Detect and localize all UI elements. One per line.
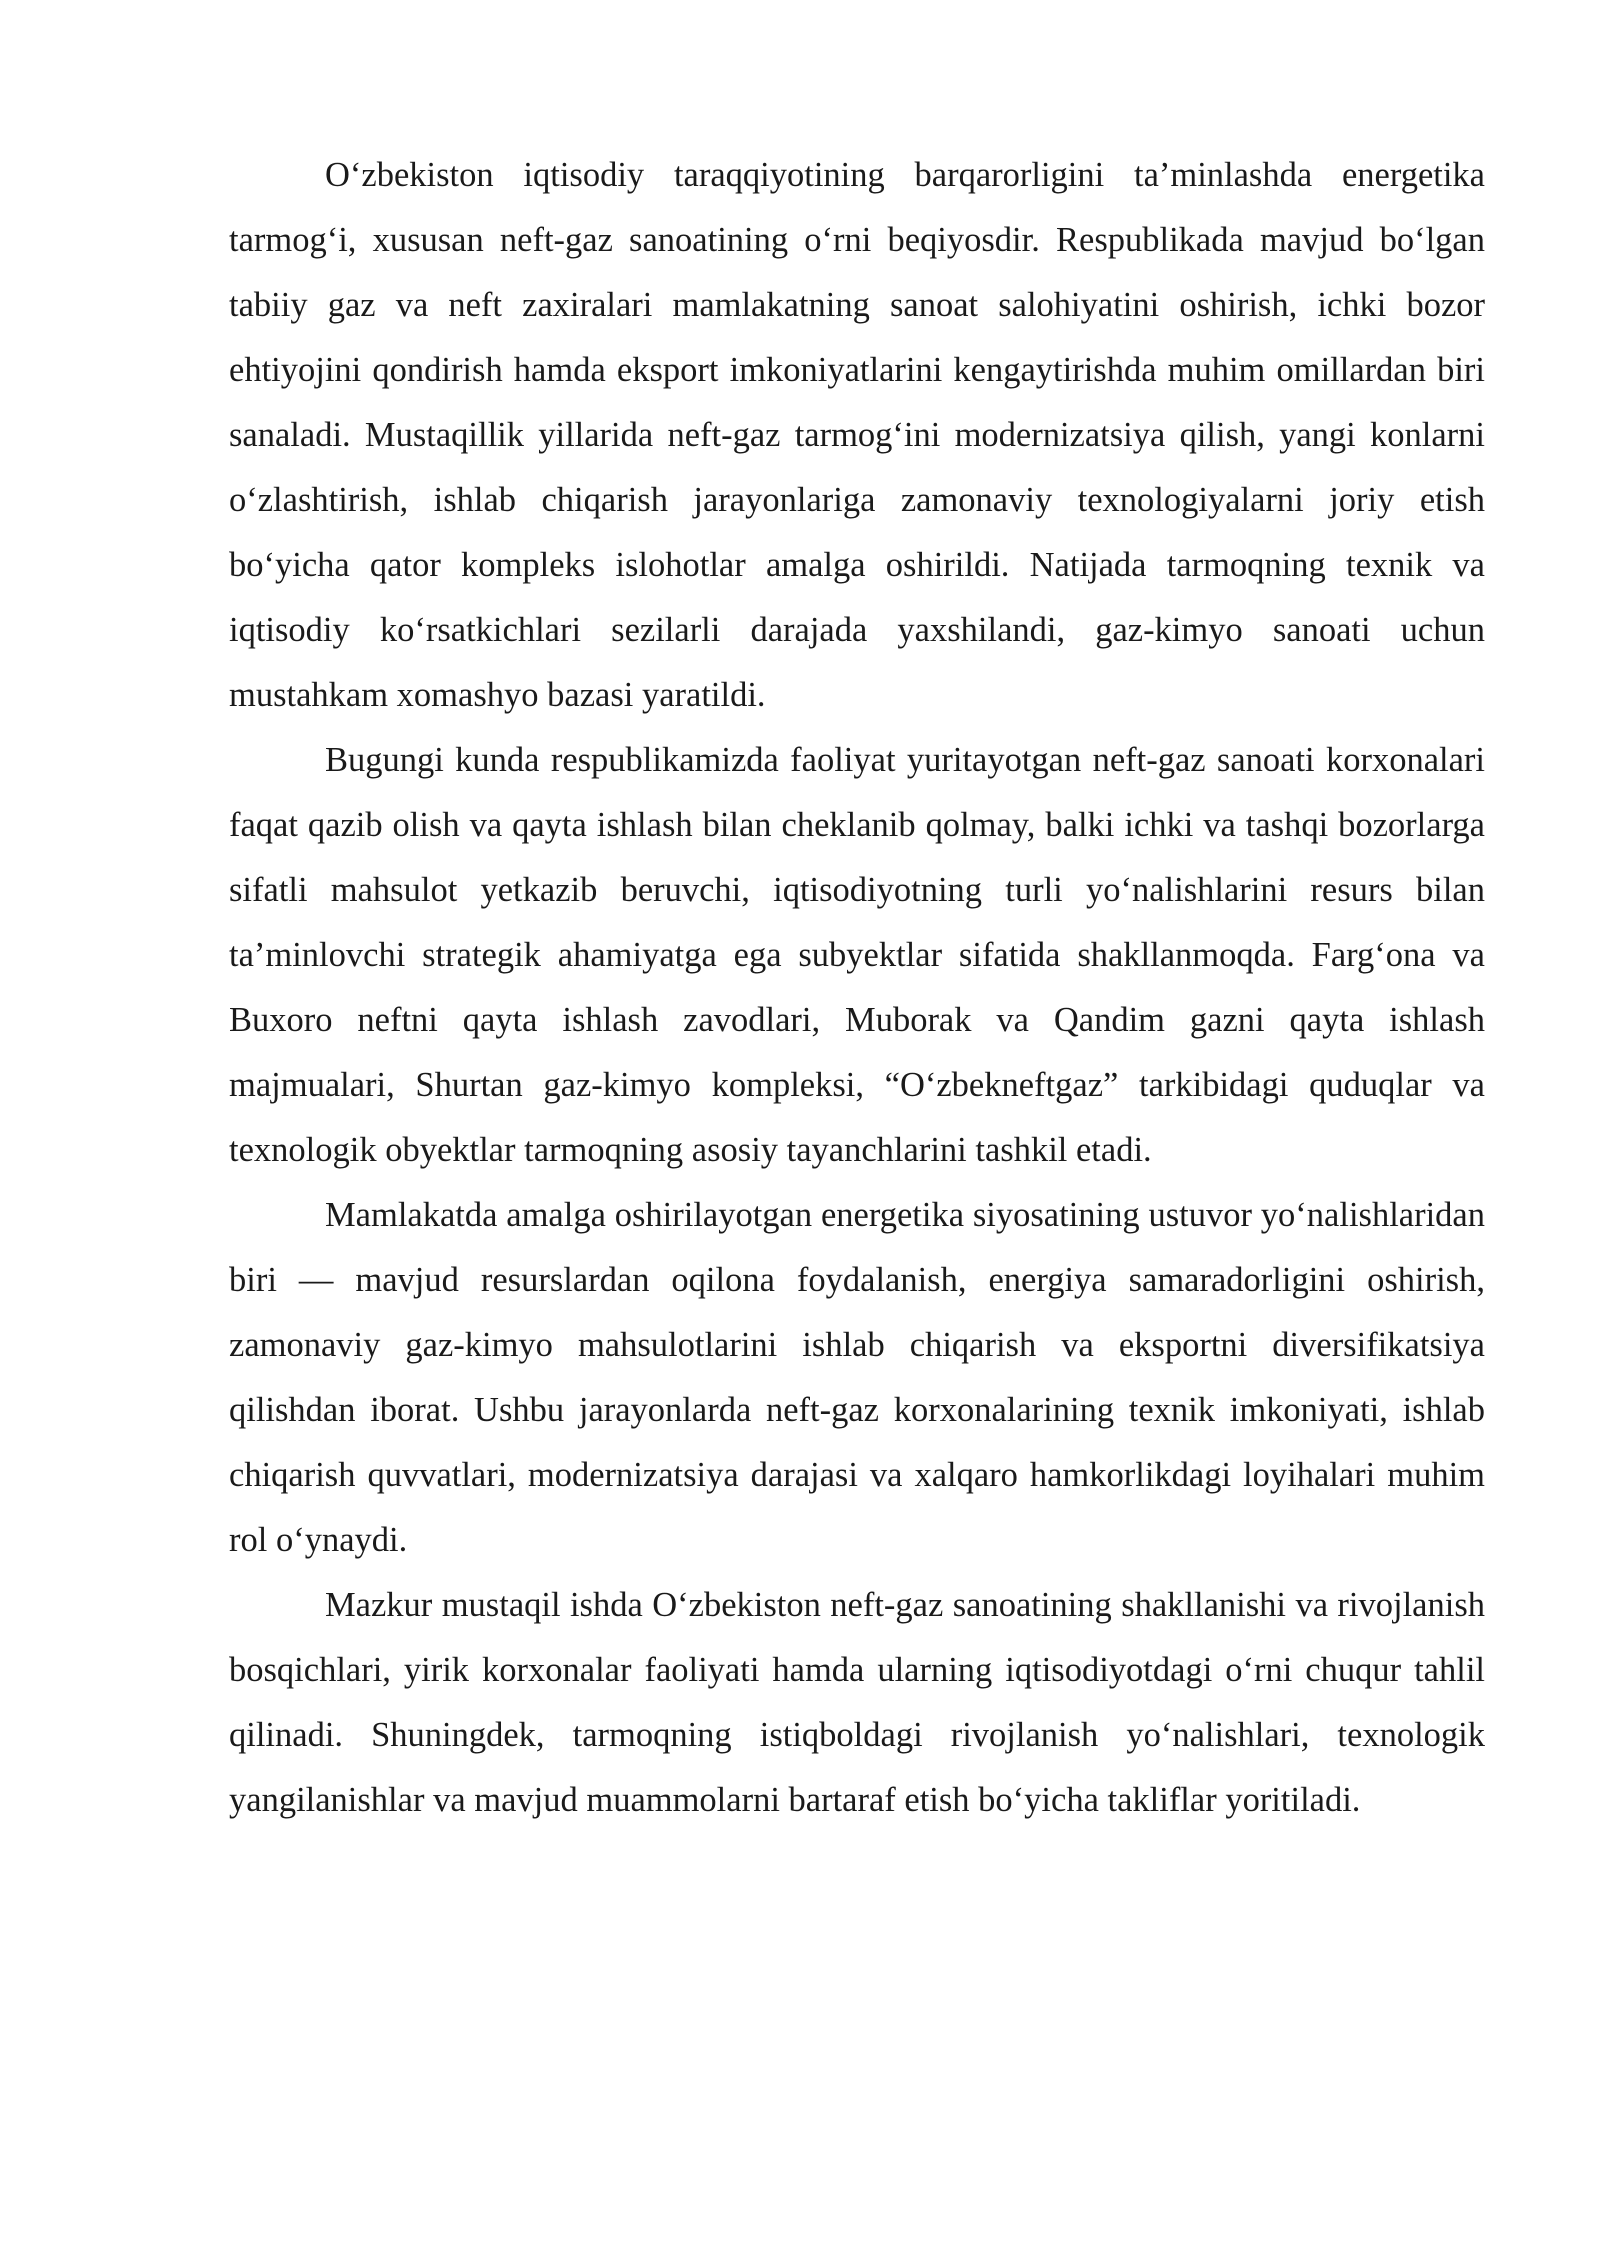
paragraph-3: Mamlakatda amalga oshirilayotgan energetika siyosatining ustuvor yo‘nalishlaridan biri — mavjud resurslardan oqilona foydalanish, energiya samaradorligini oshirish, zamonaviy gaz-kimyo mahsulotlarini ishlab chiqarish va eksportni diversifikatsiya qilishdan iborat. Ushbu jarayonlarda neft-gaz korxonalarining texnik imkoniyati, ishlab chiqarish quvvatlari, modernizatsiya darajasi va xalqaro hamkorlikdagi loyihalari muhim rol o‘ynaydi. [229, 1196, 1485, 1559]
document-body [229, 143, 1485, 1833]
paragraph-2: Bugungi kunda respublikamizda faoliyat yuritayotgan neft-gaz sanoati korxonalari faqat qazib olish va qayta ishlash bilan cheklanib qolmay, balki ichki va tashqi bozorlarga sifatli mahsulot yetkazib beruvchi, iqtisodiyotning turli yo‘nalishlarini resurs bilan ta’minlovchi strategik ahamiyatga ega subyektlar sifatida shakllanmoqda. Farg‘ona va Buxoro neftni qayta ishlash zavodlari, Muborak va Qandim gazni qayta ishlash majmualari, Shurtan gaz-kimyo kompleksi, “O‘zbekneftgaz” tarkibidagi quduqlar va texnologik obyektlar tarmoqning asosiy tayanchlarini tashkil etadi. [229, 741, 1485, 1169]
paragraph-1: O‘zbekiston iqtisodiy taraqqiyotining barqarorligini ta’minlashda energetika tarmog‘i, xususan neft-gaz sanoatining o‘rni beqiyosdir. Respublikada mavjud bo‘lgan tabiiy gaz va neft zaxiralari mamlakatning sanoat salohiyatini oshirish, ichki bozor ehtiyojini qondirish hamda eksport imkoniyatlarini kengaytirishda muhim omillardan biri sanaladi. Mustaqillik yillarida neft-gaz tarmog‘ini modernizatsiya qilish, yangi konlarni o‘zlashtirish, ishlab chiqarish jarayonlariga zamonaviy texnologiyalarni joriy etish bo‘yicha qator kompleks islohotlar amalga oshirildi. Natijada tarmoqning texnik va iqtisodiy ko‘rsatkichlari sezilarli darajada yaxshilandi, gaz-kimyo sanoati uchun mustahkam xomashyo bazasi yaratildi. [229, 156, 1485, 714]
paragraph-4: Mazkur mustaqil ishda O‘zbekiston neft-gaz sanoatining shakllanishi va rivojlanish bosqichlari, yirik korxonalar faoliyati hamda ularning iqtisodiyotdagi o‘rni chuqur tahlil qilinadi. Shuningdek, tarmoqning istiqboldagi rivojlanish yo‘nalishlari, texnologik yangilanishlar va mavjud muammolarni bartaraf etish bo‘yicha takliflar yoritiladi. [229, 1586, 1485, 1819]
